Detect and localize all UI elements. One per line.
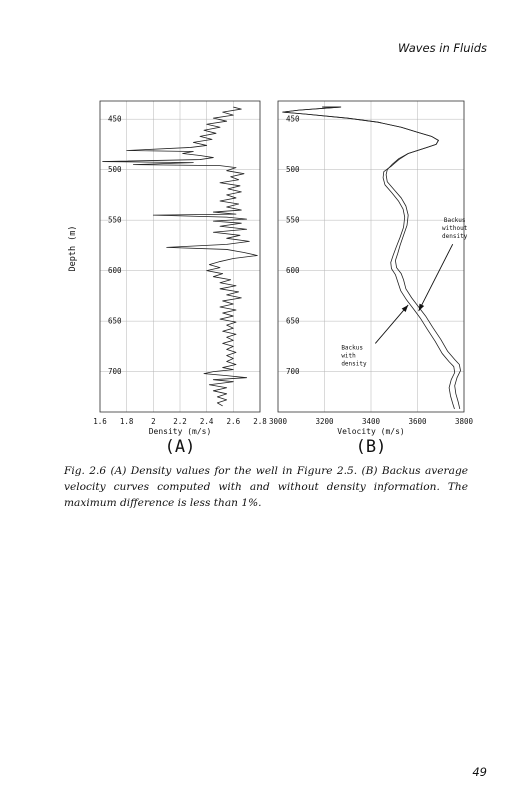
y-tick-label: 700 — [108, 367, 122, 377]
x-tick-label: 2.2 — [173, 417, 187, 426]
x-tick-label: 3200 — [315, 417, 334, 426]
figure-caption: Fig. 2.6 (A) Density values for the well in Figure 2.5. (B) Backus average velocity curves computed with and without density information. The maximum difference is less than 1%. — [64, 465, 468, 509]
y-tick-label: 550 — [286, 215, 300, 225]
annotation-arrow-shaft — [419, 244, 453, 311]
annotation-text: Backus — [443, 217, 466, 225]
series-line-0 — [283, 107, 461, 409]
annotation-text: Backus — [341, 344, 364, 352]
chart-panel-a — [68, 101, 267, 457]
x-tick-label: 3400 — [361, 417, 381, 426]
annotation-1 — [341, 305, 408, 367]
x-tick-label: 2.6 — [226, 417, 241, 426]
y-tick-label: 500 — [108, 165, 122, 175]
panel-label: (B) — [355, 437, 387, 457]
y-tick-label: 450 — [108, 114, 122, 124]
y-axis-label: Depth (m) — [68, 225, 78, 272]
y-tick-label: 650 — [108, 316, 122, 326]
annotation-text: with — [341, 352, 356, 360]
running-head: Waves in Fluids — [397, 41, 487, 55]
y-tick-label: 500 — [286, 165, 300, 175]
page-number: 49 — [472, 765, 487, 779]
annotation-text: without — [442, 225, 468, 233]
y-tick-label: 650 — [286, 316, 300, 326]
annotation-arrow-shaft — [375, 305, 408, 343]
y-tick-label: 700 — [286, 367, 300, 377]
chart-panel-b — [269, 101, 474, 457]
y-tick-label: 600 — [108, 266, 122, 276]
x-tick-label: 2.8 — [253, 417, 267, 426]
x-tick-label: 1.6 — [93, 417, 107, 426]
annotation-0 — [419, 217, 468, 311]
x-axis-label: Velocity (m/s) — [337, 427, 405, 436]
x-tick-label: 3000 — [268, 417, 288, 426]
x-tick-label: 2 — [151, 417, 156, 426]
panel-label: (A) — [164, 437, 196, 457]
y-tick-label: 450 — [286, 114, 300, 124]
y-tick-label: 600 — [286, 266, 300, 276]
x-tick-label: 3600 — [408, 417, 427, 426]
annotation-text: density — [341, 360, 367, 368]
annotation-text: density — [442, 233, 468, 241]
x-tick-label: 1.8 — [119, 417, 134, 426]
y-tick-label: 550 — [108, 215, 122, 225]
x-tick-label: 2.4 — [199, 417, 214, 426]
x-tick-label: 3800 — [454, 417, 474, 426]
x-axis-label: Density (m/s) — [148, 427, 212, 436]
series-line-1 — [283, 107, 455, 409]
